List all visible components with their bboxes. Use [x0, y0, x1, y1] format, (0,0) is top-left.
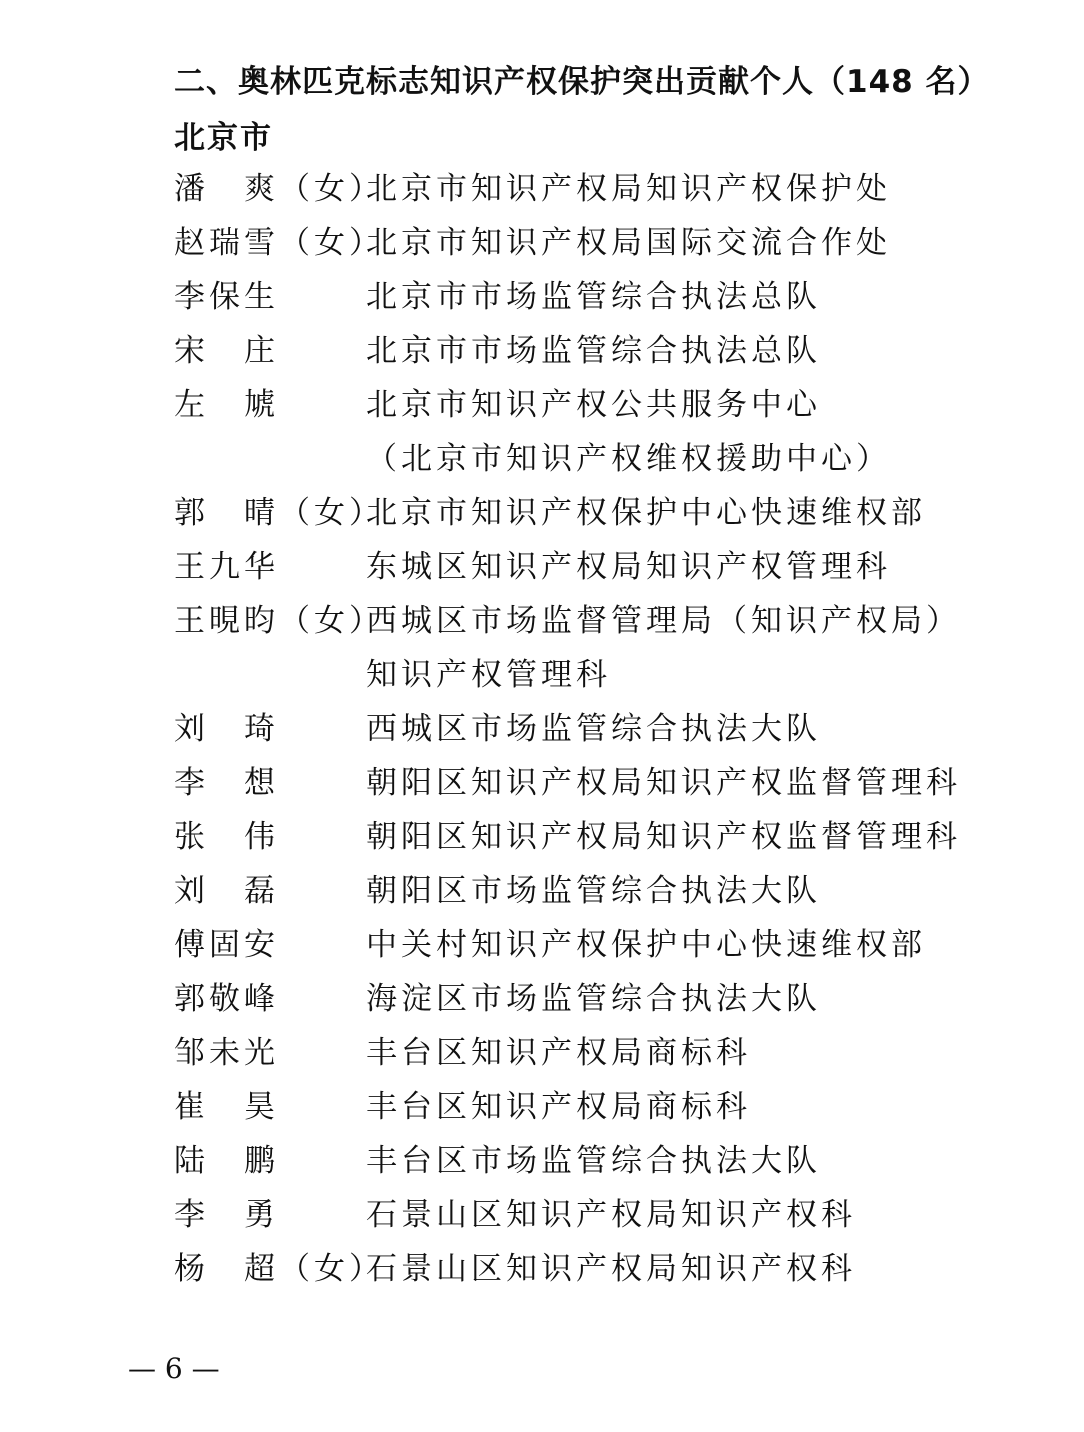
- person-name: 杨 超（女）: [174, 1251, 384, 1287]
- person-name: 宋 庄: [174, 333, 279, 369]
- person-name: [174, 432, 366, 486]
- list-item: [174, 216, 1034, 270]
- organization: 北京市知识产权保护中心快速维权部: [366, 495, 926, 531]
- list-item: [174, 324, 1034, 378]
- section-heading: 二、奥林匹克标志知识产权保护突出贡献个人（148 名）: [174, 64, 990, 100]
- organization: 海淀区市场监管综合执法大队: [366, 981, 821, 1017]
- organization: 北京市知识产权局知识产权保护处: [366, 171, 891, 207]
- organization: 丰台区知识产权局商标科: [366, 1089, 751, 1125]
- organization: 西城区市场监督管理局（知识产权局）: [366, 603, 961, 639]
- organization: 丰台区市场监管综合执法大队: [366, 1143, 821, 1179]
- list-item: [174, 864, 1034, 918]
- list-item: [174, 972, 1034, 1026]
- person-name: 陆 鹏: [174, 1143, 279, 1179]
- list-item: [174, 1134, 1034, 1188]
- person-name: 郭 晴（女）: [174, 495, 384, 531]
- organization: 东城区知识产权局知识产权管理科: [366, 549, 891, 585]
- person-name: 刘 磊: [174, 873, 279, 909]
- organization: 石景山区知识产权局知识产权科: [366, 1197, 856, 1233]
- person-name: 赵瑞雪（女）: [174, 225, 384, 261]
- list-item: [174, 1026, 1034, 1080]
- list-item: [174, 486, 1034, 540]
- person-name: 崔 昊: [174, 1089, 279, 1125]
- organization: 北京市市场监管综合执法总队: [366, 279, 821, 315]
- person-name: 刘 琦: [174, 711, 279, 747]
- person-name: [174, 648, 366, 702]
- list-item: [174, 540, 1034, 594]
- person-name: 王九华: [174, 549, 279, 585]
- list-item: [174, 162, 1034, 216]
- list-item: [174, 270, 1034, 324]
- organization: 石景山区知识产权局知识产权科: [366, 1251, 856, 1287]
- list-item: [174, 756, 1034, 810]
- person-name: 潘 爽（女）: [174, 171, 384, 207]
- region-heading: 北京市: [174, 120, 273, 156]
- list-item: [174, 918, 1034, 972]
- person-name: 李 想: [174, 765, 279, 801]
- organization: 朝阳区市场监管综合执法大队: [366, 873, 821, 909]
- organization: （北京市知识产权维权援助中心）: [366, 441, 891, 477]
- list-item-continuation: [174, 432, 1034, 486]
- organization: 中关村知识产权保护中心快速维权部: [366, 927, 926, 963]
- organization: 丰台区知识产权局商标科: [366, 1035, 751, 1071]
- organization: 知识产权管理科: [366, 657, 611, 693]
- person-name: 李 勇: [174, 1197, 279, 1233]
- page-number: — 6 —: [128, 1352, 220, 1385]
- person-name: 郭敬峰: [174, 981, 279, 1017]
- list-item: [174, 1188, 1034, 1242]
- list-item: [174, 594, 1034, 648]
- list-item: [174, 810, 1034, 864]
- list-item: [174, 1242, 1034, 1296]
- organization: 朝阳区知识产权局知识产权监督管理科: [366, 819, 961, 855]
- list-item: [174, 702, 1034, 756]
- organization: 朝阳区知识产权局知识产权监督管理科: [366, 765, 961, 801]
- list-item: [174, 378, 1034, 432]
- organization: 北京市知识产权局国际交流合作处: [366, 225, 891, 261]
- person-name: 王晛昀（女）: [174, 603, 384, 639]
- honoree-list: [174, 162, 1034, 1296]
- person-name: 邹未光: [174, 1035, 279, 1071]
- organization: 北京市市场监管综合执法总队: [366, 333, 821, 369]
- person-name: 左 虓: [174, 387, 279, 423]
- list-item-continuation: [174, 648, 1034, 702]
- organization: 北京市知识产权公共服务中心: [366, 387, 821, 423]
- person-name: 傅固安: [174, 927, 279, 963]
- organization: 西城区市场监管综合执法大队: [366, 711, 821, 747]
- list-item: [174, 1080, 1034, 1134]
- person-name: 张 伟: [174, 819, 279, 855]
- person-name: 李保生: [174, 279, 279, 315]
